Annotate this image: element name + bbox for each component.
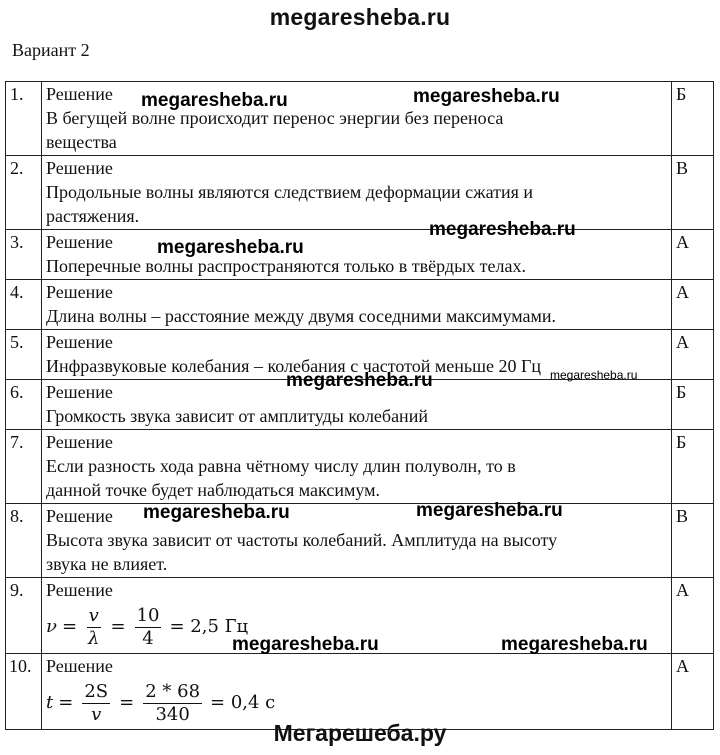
answer-letter: В: [672, 156, 714, 230]
row-body: [42, 230, 672, 280]
row-number: 8.: [6, 504, 42, 578]
solution-text: В бегущей волне происходит перенос энергии без переноса: [46, 108, 504, 128]
fraction-numerator: 2S: [84, 680, 109, 702]
table-row: [6, 280, 714, 330]
row-number: 5.: [6, 330, 42, 380]
answer-letter: А: [672, 654, 714, 730]
answer-letter: А: [672, 280, 714, 330]
fraction-denominator: 340: [155, 703, 190, 725]
solution-text: Если разность хода равна чётному числу длин полуволн, то в: [46, 456, 516, 476]
fraction-numerator: v: [88, 604, 99, 626]
variant-title: Вариант 2: [12, 40, 90, 60]
solution-text: Высота звука зависит от частоты колебаний. Амплитуда на высоту: [46, 530, 558, 550]
row-number: 9.: [6, 578, 42, 654]
solution-label: Решение: [46, 382, 113, 402]
formula-lhs: t: [46, 692, 54, 713]
row-number: 1.: [6, 82, 42, 156]
solution-label: Решение: [46, 506, 113, 526]
answer-letter: А: [672, 230, 714, 280]
solution-label: Решение: [46, 282, 113, 302]
solution-text: вещества: [46, 132, 117, 152]
answers-table: [5, 81, 714, 730]
table-row: [6, 504, 714, 578]
watermark: megaresheba.ru: [501, 634, 648, 655]
solution-text: Поперечные волны распространяются только в твёрдых телах.: [46, 256, 526, 276]
table-row: [6, 230, 714, 280]
table-row: [6, 82, 714, 156]
fraction: [86, 606, 101, 649]
formula-lhs: ν: [46, 616, 57, 637]
fraction-numerator: 2 * 68: [145, 680, 201, 702]
row-number: 6.: [6, 380, 42, 430]
watermark: megaresheba.ru: [416, 500, 563, 521]
answer-letter: А: [672, 330, 714, 380]
row-number: 10.: [6, 654, 42, 730]
solution-text: Длина волны – расстояние между двумя соседними максимумами.: [46, 306, 557, 326]
fraction-denominator: λ: [88, 627, 100, 649]
equals-sign: =: [119, 692, 135, 713]
row-body: [42, 280, 672, 330]
table-row: [6, 654, 714, 730]
solution-label: Решение: [46, 232, 113, 252]
formula-result: = 0,4 с: [210, 692, 276, 713]
fraction-denominator: 4: [142, 627, 154, 649]
row-body: [42, 156, 672, 230]
solution-label: Решение: [46, 158, 113, 178]
solution-text: звука не влияет.: [46, 554, 168, 574]
watermark: megaresheba.ru: [550, 368, 638, 382]
site-header: megaresheba.ru: [269, 4, 451, 30]
solution-label: Решение: [46, 656, 113, 676]
watermark: megaresheba.ru: [157, 237, 304, 258]
answer-letter: Б: [672, 380, 714, 430]
solution-text: Громкость звука зависит от амплитуды колебаний: [46, 406, 428, 426]
fraction-denominator: v: [91, 703, 102, 725]
solution-label: Решение: [46, 432, 113, 452]
solution-text: данной точке будет наблюдаться максимум.: [46, 480, 380, 500]
solution-text: Продольные волны являются следствием деформации сжатия и: [46, 182, 534, 202]
row-body: [42, 430, 672, 504]
formula-result: = 2,5 Гц: [169, 616, 249, 637]
watermark: megaresheba.ru: [141, 90, 288, 111]
watermark: megaresheba.ru: [143, 502, 290, 523]
table-row: [6, 156, 714, 230]
answer-letter: А: [672, 578, 714, 654]
watermark: megaresheba.ru: [413, 86, 560, 107]
answer-letter: Б: [672, 82, 714, 156]
row-body: [42, 654, 672, 730]
fraction: [135, 606, 162, 649]
site-footer: Мегарешеба.ру: [273, 720, 447, 746]
solution-label: Решение: [46, 580, 113, 600]
watermark: megaresheba.ru: [286, 370, 433, 391]
solution-text: растяжения.: [46, 206, 140, 226]
equals-sign: =: [61, 616, 78, 637]
answer-letter: В: [672, 504, 714, 578]
row-number: 3.: [6, 230, 42, 280]
watermark: megaresheba.ru: [232, 634, 379, 655]
solution-label: Решение: [46, 84, 113, 104]
fraction: [143, 682, 202, 725]
solution-label: Решение: [46, 332, 113, 352]
watermark: megaresheba.ru: [429, 219, 576, 240]
row-body: [42, 504, 672, 578]
equals-sign: =: [110, 616, 126, 637]
row-number: 7.: [6, 430, 42, 504]
row-number: 4.: [6, 280, 42, 330]
row-number: 2.: [6, 156, 42, 230]
table-row: [6, 430, 714, 504]
answer-letter: Б: [672, 430, 714, 504]
row-body: [42, 82, 672, 156]
equals-sign: =: [58, 692, 74, 713]
fraction: [82, 682, 110, 725]
fraction-numerator: 10: [136, 604, 160, 626]
solution-text: Инфразвуковые колебания – колебания с частотой меньше 20 Гц: [46, 356, 541, 376]
